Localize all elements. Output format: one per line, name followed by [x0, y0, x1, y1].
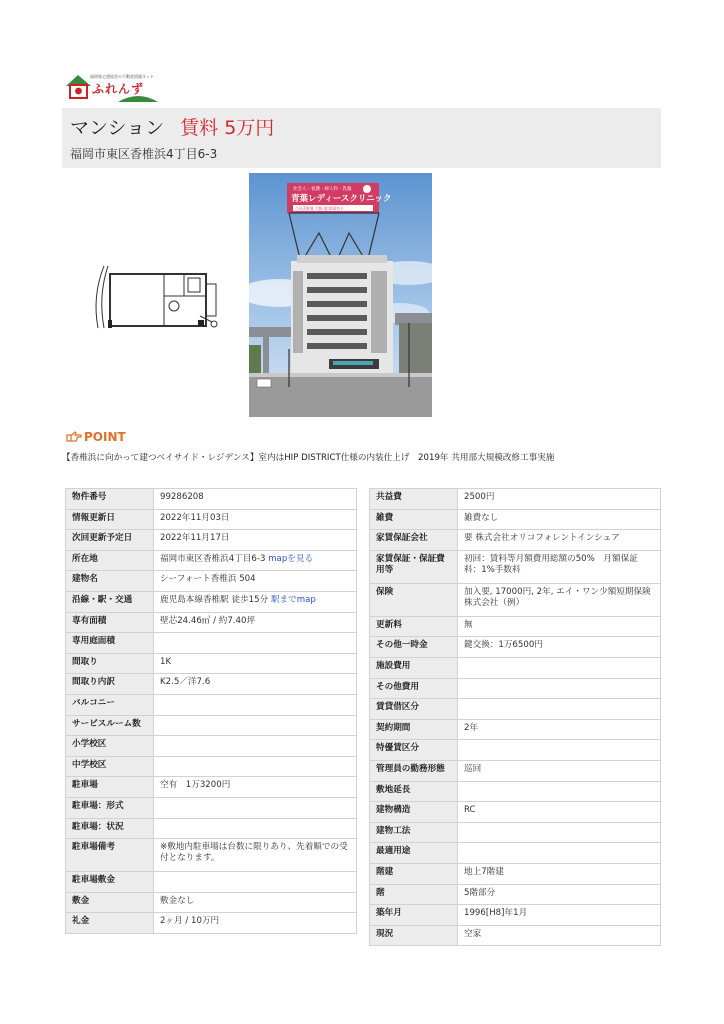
field-label: 建物構造 — [370, 802, 458, 823]
field-value — [458, 678, 661, 699]
field-label: 駐車場備考 — [66, 839, 154, 872]
field-value — [154, 694, 357, 715]
field-label: 間取り内訳 — [66, 674, 154, 695]
field-value — [458, 843, 661, 864]
table-row — [370, 616, 661, 637]
field-value-text: 敷金なし — [160, 895, 195, 906]
table-row — [370, 583, 661, 616]
field-label: 施設費用 — [370, 657, 458, 678]
field-value — [458, 925, 661, 946]
map-link[interactable]: mapを見る — [268, 553, 314, 564]
field-value — [458, 781, 661, 802]
property-header — [62, 108, 661, 168]
table-row — [66, 736, 357, 757]
field-label: 階建 — [370, 863, 458, 884]
field-label: 間取り — [66, 653, 154, 674]
field-value — [154, 892, 357, 913]
field-label: 沿線・駅・交通 — [66, 591, 154, 612]
rental-terms-table — [369, 488, 661, 946]
field-value — [458, 740, 661, 761]
table-row — [370, 781, 661, 802]
table-row — [370, 884, 661, 905]
field-label: 敷金 — [66, 892, 154, 913]
field-label: 駐車場：形式 — [66, 797, 154, 818]
field-label: 特優賃区分 — [370, 740, 458, 761]
field-label: その他費用 — [370, 678, 458, 699]
field-value-text: 鹿児島本線香椎駅 徒歩15分 — [160, 594, 271, 605]
field-value — [458, 884, 661, 905]
field-label: 管理員の勤務形態 — [370, 760, 458, 781]
field-label: 家賃保証・保証費用等 — [370, 550, 458, 583]
table-row — [66, 797, 357, 818]
field-value — [458, 583, 661, 616]
table-row — [66, 591, 357, 612]
field-value — [154, 797, 357, 818]
field-label: 駐車場：状況 — [66, 818, 154, 839]
field-label: 専有面積 — [66, 612, 154, 633]
field-value — [154, 633, 357, 654]
field-label: サービスルーム数 — [66, 715, 154, 736]
field-label: 駐車場敷金 — [66, 872, 154, 893]
field-label: 現況 — [370, 925, 458, 946]
field-value — [154, 913, 357, 934]
site-logo[interactable] — [64, 72, 160, 102]
property-address: 福岡市東区香椎浜4丁目6-3 — [70, 147, 218, 161]
field-value-text: 加入要, 17000円, 2年, エイ・ワン少額短期保険株式会社（例） — [464, 586, 651, 608]
building-photo[interactable] — [249, 173, 432, 417]
page-title — [70, 113, 274, 140]
logo-tagline: 福岡県宅建協会の不動産情報ネット — [90, 74, 154, 79]
table-row — [370, 678, 661, 699]
point-heading — [66, 430, 126, 444]
table-row — [370, 699, 661, 720]
billboard-line1: 社会人・看護・婦人科・乳腺 — [293, 187, 352, 192]
field-label: 物件番号 — [66, 489, 154, 510]
field-value — [154, 612, 357, 633]
field-value — [458, 719, 661, 740]
table-row — [370, 905, 661, 926]
field-value — [154, 777, 357, 798]
field-label: バルコニー — [66, 694, 154, 715]
field-value — [458, 822, 661, 843]
field-value-text: 地上7階建 — [464, 866, 504, 877]
field-value-text: 雑費なし — [464, 512, 499, 523]
field-value — [458, 616, 661, 637]
point-description: 【香椎浜に向かって建つベイサイド・レジデンス】室内はHIP DISTRICT仕様の内装仕上げ 2019年 共用部大規模改修工事実施 — [62, 453, 555, 463]
field-label: 専用庭面積 — [66, 633, 154, 654]
field-value — [154, 530, 357, 551]
field-value — [458, 760, 661, 781]
field-value — [154, 872, 357, 893]
field-value — [458, 905, 661, 926]
field-value-text: 壁芯24.46㎡ / 約7.40坪 — [160, 615, 256, 626]
field-value-text: ※敷地内駐車場は台数に限りあり、先着順での受付となります。 — [160, 842, 348, 863]
field-value-text: 初回：賃料等月額費用総額の50% 月額保証料：1%手数料 — [464, 553, 638, 575]
floor-plan-image[interactable] — [84, 256, 224, 338]
billboard-title: 青葉レディースクリニック — [291, 194, 392, 204]
field-value-text: シーフォート香椎浜 504 — [160, 574, 256, 585]
table-row — [370, 925, 661, 946]
pointing-hand-icon — [66, 430, 82, 442]
field-value — [458, 550, 661, 583]
field-label: 家賃保証会社 — [370, 530, 458, 551]
field-label: 賃貸借区分 — [370, 699, 458, 720]
field-value — [458, 530, 661, 551]
table-row — [66, 612, 357, 633]
field-label: 更新料 — [370, 616, 458, 637]
field-label: 契約期間 — [370, 719, 458, 740]
table-row — [66, 694, 357, 715]
table-row — [66, 892, 357, 913]
table-row — [66, 633, 357, 654]
table-row — [66, 913, 357, 934]
rent-price: 賃料 5万円 — [180, 117, 275, 139]
table-row — [66, 756, 357, 777]
table-row — [66, 715, 357, 736]
field-value — [154, 591, 357, 612]
field-value — [154, 653, 357, 674]
table-row — [370, 760, 661, 781]
field-value — [458, 637, 661, 658]
field-value — [154, 839, 357, 872]
table-row — [370, 550, 661, 583]
table-row — [66, 489, 357, 510]
field-label: 礼金 — [66, 913, 154, 934]
field-value — [154, 550, 357, 571]
table-row — [370, 740, 661, 761]
field-value-text: 2500円 — [464, 492, 495, 502]
field-value — [458, 863, 661, 884]
table-row — [66, 653, 357, 674]
field-value-text: 鍵交換：1万6500円 — [464, 640, 543, 651]
field-label: 雑費 — [370, 509, 458, 530]
field-label: 情報更新日 — [66, 509, 154, 530]
table-row — [370, 802, 661, 823]
table-row — [66, 571, 357, 592]
field-label: 建物工法 — [370, 822, 458, 843]
field-value — [458, 699, 661, 720]
table-row — [370, 863, 661, 884]
field-value — [458, 802, 661, 823]
field-value-text: 2022年11月17日 — [160, 533, 230, 544]
table-row — [66, 674, 357, 695]
field-value — [154, 715, 357, 736]
logo-name: ふれんず — [92, 82, 145, 96]
field-value — [154, 818, 357, 839]
table-row — [370, 530, 661, 551]
table-row — [66, 550, 357, 571]
table-row — [66, 530, 357, 551]
field-value-text: 無 — [464, 619, 473, 630]
property-details-table — [65, 488, 357, 934]
field-value-text: 1996[H8]年1月 — [464, 908, 528, 919]
field-value — [458, 509, 661, 530]
field-label: 共益費 — [370, 489, 458, 510]
logo-hill-icon — [118, 92, 158, 102]
field-value-text: 空家 — [464, 928, 482, 939]
field-value-text: 5階部分 — [464, 887, 496, 898]
table-row — [370, 822, 661, 843]
field-value-text: RC — [464, 805, 476, 816]
field-value — [458, 657, 661, 678]
property-type: マンション — [70, 117, 165, 139]
table-row — [66, 872, 357, 893]
field-value-text: 99286208 — [160, 492, 204, 502]
field-value-text: 1K — [160, 656, 172, 667]
field-value-text: 空有 1万3200円 — [160, 780, 231, 791]
field-label: 所在地 — [66, 550, 154, 571]
table-row — [370, 509, 661, 530]
field-label: 保険 — [370, 583, 458, 616]
field-value-text: 2ヶ月 / 10万円 — [160, 916, 220, 927]
table-row — [66, 777, 357, 798]
field-label: 次回更新予定日 — [66, 530, 154, 551]
field-value — [154, 756, 357, 777]
table-row — [370, 843, 661, 864]
field-label: 中学校区 — [66, 756, 154, 777]
field-value — [154, 736, 357, 757]
field-value — [154, 571, 357, 592]
table-row — [370, 637, 661, 658]
billboard-line3: 当社2番地 大野 駐車場有り — [295, 206, 345, 211]
field-value-text: 要 株式会社オリコフォレントインシュア — [464, 533, 620, 544]
table-row — [370, 719, 661, 740]
field-value — [154, 509, 357, 530]
field-value — [154, 489, 357, 510]
field-value-text: K2.5／洋7.6 — [160, 677, 211, 688]
field-value-text: 2年 — [464, 722, 479, 733]
field-value-text: 福岡市東区香椎浜4丁目6-3 — [160, 553, 269, 564]
field-label: 築年月 — [370, 905, 458, 926]
field-value — [458, 489, 661, 510]
field-label: 駐車場 — [66, 777, 154, 798]
field-value — [154, 674, 357, 695]
field-value-text: 巡回 — [464, 763, 482, 774]
table-row — [370, 657, 661, 678]
field-label: 建物名 — [66, 571, 154, 592]
field-label: 階 — [370, 884, 458, 905]
field-label: 最適用途 — [370, 843, 458, 864]
field-label: 小学校区 — [66, 736, 154, 757]
field-label: その他一時金 — [370, 637, 458, 658]
map-link[interactable]: 駅までmap — [270, 594, 316, 605]
field-label: 敷地延長 — [370, 781, 458, 802]
field-value-text: 2022年11月03日 — [160, 512, 230, 523]
point-label: POINT — [84, 430, 126, 444]
table-row — [66, 818, 357, 839]
table-row — [66, 509, 357, 530]
table-row — [66, 839, 357, 872]
table-row — [370, 489, 661, 510]
